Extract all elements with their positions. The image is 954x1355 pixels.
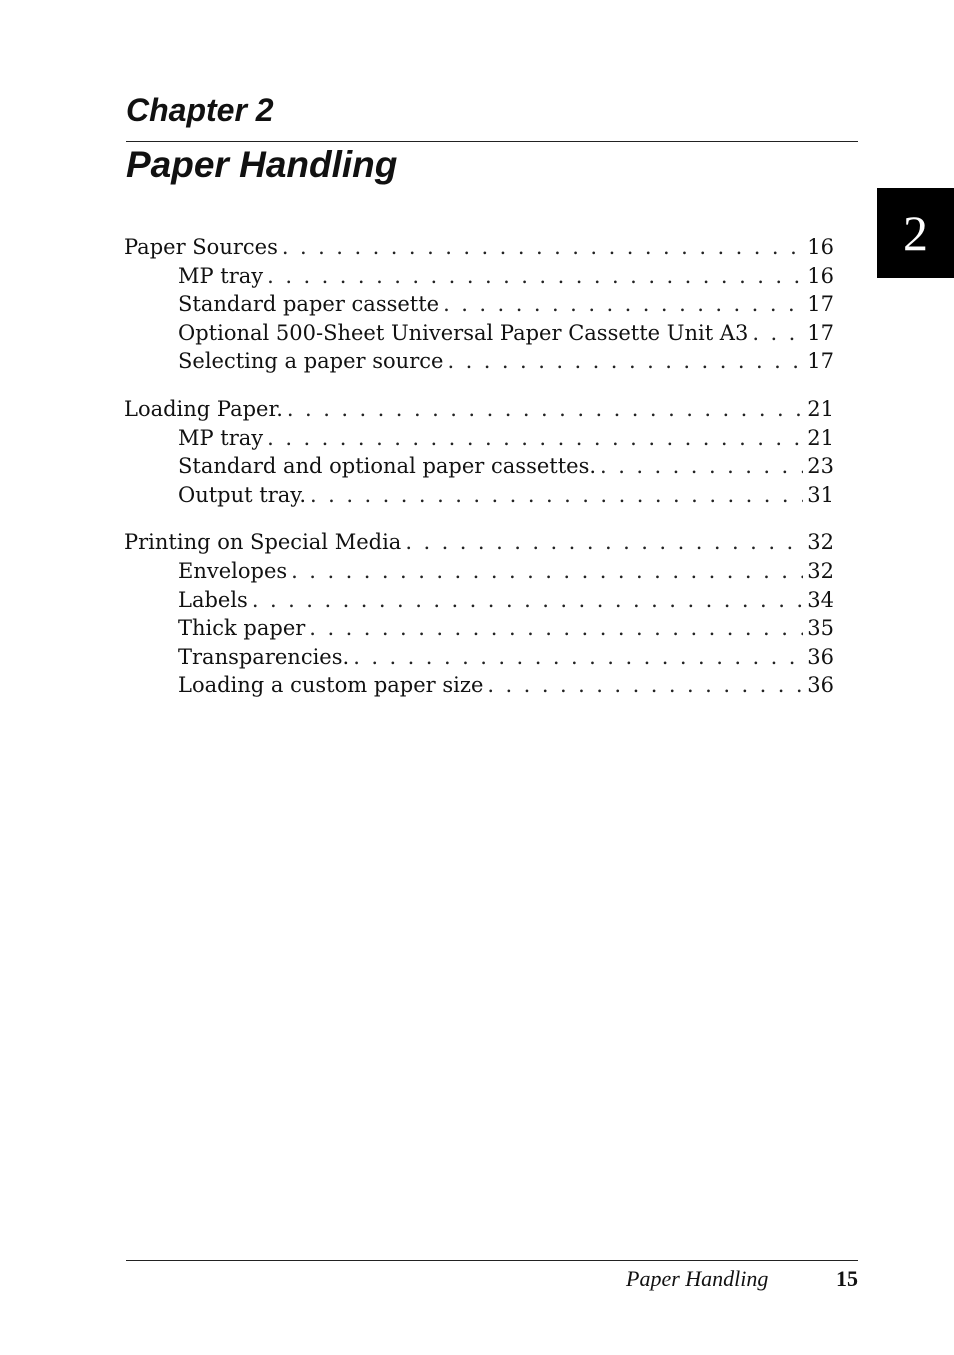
dot-leader	[267, 262, 803, 291]
dot-leader	[287, 395, 803, 424]
toc-entry-label: Loading a custom paper size	[178, 673, 484, 698]
toc-entry-page: 35	[807, 616, 834, 641]
toc-entry-label: Loading Paper.	[124, 396, 283, 421]
toc-entry-label: MP tray	[178, 425, 264, 450]
dot-leader	[310, 481, 803, 510]
toc-entry-page: 36	[807, 673, 834, 698]
toc-entry-page: 31	[807, 482, 834, 507]
dot-leader	[291, 557, 803, 586]
toc-subentry[interactable]	[124, 481, 834, 510]
dot-leader	[353, 643, 803, 672]
toc-entry-page: 32	[807, 558, 834, 583]
toc-subentry[interactable]	[124, 290, 834, 319]
toc-subentry[interactable]	[124, 614, 834, 643]
toc-section-paper-sources	[124, 233, 834, 376]
toc-subentry[interactable]	[124, 671, 834, 700]
footer-page-number: 15	[836, 1266, 858, 1291]
toc-entry-label: Printing on Special Media	[124, 530, 402, 555]
toc-entry[interactable]	[124, 233, 834, 262]
toc-entry-page: 32	[807, 530, 834, 555]
toc-subentry[interactable]	[124, 557, 834, 586]
chapter-title: Paper Handling	[126, 144, 398, 185]
toc-entry-page: 23	[807, 454, 834, 479]
footer-running-title: Paper Handling	[626, 1266, 769, 1291]
toc-entry[interactable]	[124, 528, 834, 557]
toc-entry-page: 21	[807, 425, 834, 450]
toc-entry-label: Labels	[178, 587, 248, 612]
toc-entry-page: 16	[807, 235, 834, 259]
footer-rule	[126, 1260, 858, 1261]
toc-entry-label: Thick paper	[178, 616, 306, 641]
chapter-thumb-tab: 2	[877, 188, 954, 278]
toc-entry-label: Envelopes	[178, 558, 288, 583]
toc-entry-label: Transparencies.	[178, 644, 350, 669]
toc-entry-label: Paper Sources	[124, 235, 278, 259]
toc-entry-page: 17	[807, 320, 834, 345]
toc-entry-label: MP tray	[178, 263, 264, 288]
table-of-contents	[124, 233, 834, 719]
toc-section-special-media	[124, 528, 834, 700]
toc-entry[interactable]	[124, 395, 834, 424]
toc-subentry[interactable]	[124, 262, 834, 291]
toc-entry-page: 17	[807, 349, 834, 374]
toc-entry-label: Selecting a paper source	[178, 349, 444, 374]
toc-entry-page: 34	[807, 587, 834, 612]
toc-section-loading-paper	[124, 395, 834, 509]
toc-subentry[interactable]	[124, 452, 834, 481]
toc-subentry[interactable]	[124, 319, 834, 348]
dot-leader	[447, 347, 803, 376]
toc-subentry[interactable]	[124, 643, 834, 672]
dot-leader	[487, 671, 803, 700]
toc-entry-label: Output tray.	[178, 482, 307, 507]
toc-entry-label: Standard and optional paper cassettes.	[178, 454, 597, 479]
toc-entry-page: 17	[807, 292, 834, 317]
dot-leader	[752, 319, 803, 348]
dot-leader	[282, 233, 803, 262]
toc-entry-label: Optional 500-Sheet Universal Paper Cassette Unit A3	[178, 320, 749, 345]
dot-leader	[252, 586, 803, 615]
toc-subentry[interactable]	[124, 586, 834, 615]
toc-entry-page: 21	[807, 396, 834, 421]
chapter-label: Chapter 2	[126, 92, 274, 128]
toc-subentry[interactable]	[124, 347, 834, 376]
toc-subentry[interactable]	[124, 424, 834, 453]
toc-entry-label: Standard paper cassette	[178, 292, 440, 317]
toc-entry-page: 16	[807, 263, 834, 288]
dot-leader	[405, 528, 803, 557]
dot-leader	[443, 290, 803, 319]
dot-leader	[309, 614, 803, 643]
toc-entry-page: 36	[807, 644, 834, 669]
dot-leader	[267, 424, 803, 453]
dot-leader	[600, 452, 803, 481]
